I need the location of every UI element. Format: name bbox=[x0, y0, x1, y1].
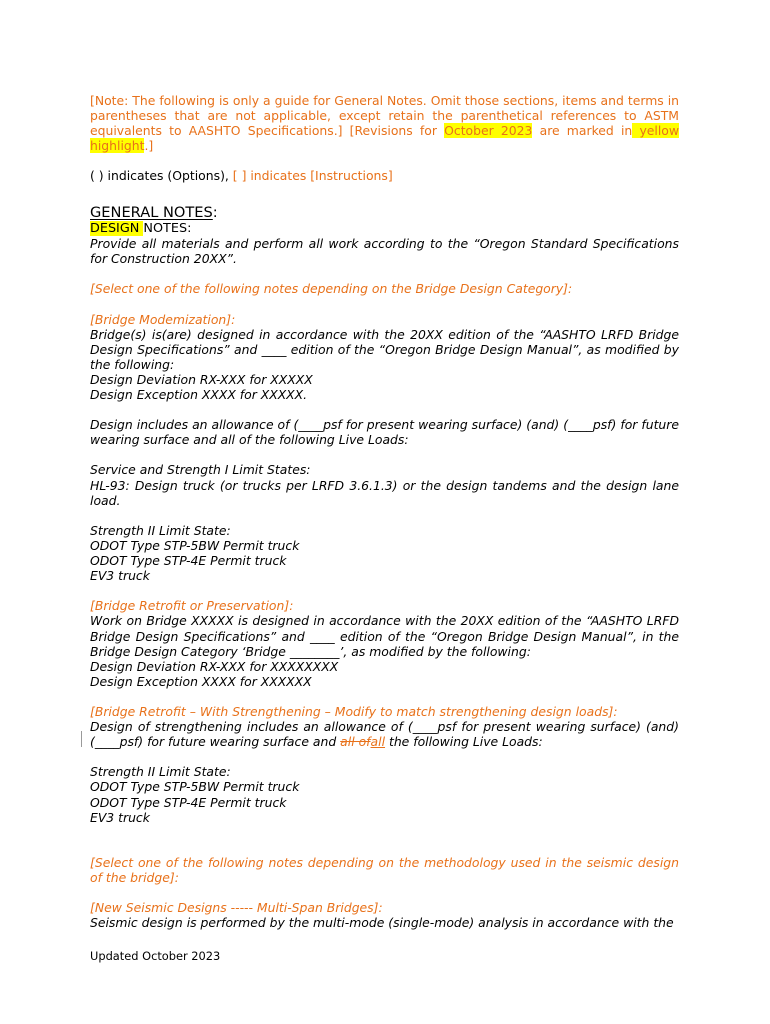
design-notes-label: NOTES: bbox=[143, 220, 192, 236]
service-limit-title: Service and Strength I Limit States: bbox=[90, 462, 311, 478]
note-text-2: are marked in bbox=[532, 123, 633, 139]
seismic-instruction: [Select one of the following notes depending on the methodology used in the seismic design of the bridge]: bbox=[90, 854, 679, 885]
legend-instructions: [ ] indicates [Instructions] bbox=[232, 168, 393, 184]
retrofit-deviation: Design Deviation RX-XXX for XXXXXXXX bbox=[90, 658, 339, 674]
seismic-text: Seismic design is performed by the multi-mode (single-mode) analysis in accordance with the bbox=[90, 915, 674, 931]
permit-truck-2: ODOT Type STP-4E Permit truck bbox=[90, 553, 287, 569]
revision-change-bar bbox=[81, 731, 82, 747]
ev3-truck: EV3 truck bbox=[90, 568, 150, 584]
modernization-text: Bridge(s) is(are) designed in accordance with the 20XX edition of the “AASHTO LRFD Bridge Design Specifications” and ____ edition of the “Oregon Bridge Design Manual”, as modified by the following: bbox=[90, 326, 679, 372]
strengthening-text bbox=[90, 719, 679, 749]
permit-truck-1: ODOT Type STP-5BW Permit truck bbox=[90, 537, 300, 553]
design-intro: Provide all materials and perform all work according to the “Oregon Standard Specifications for Construction 20XX”. bbox=[90, 236, 679, 267]
retrofit-text: Work on Bridge XXXXX is designed in accordance with the 20XX edition of the “AASHTO LRFD Bridge Design Specifications” and ____ edition of the “Oregon Bridge Design Manual”, in the Bridge Design Category ‘Bridge ________’, as modified by the following: bbox=[90, 613, 679, 659]
seismic-title: [New Seismic Designs ----- Multi-Span Bridges]: bbox=[90, 900, 383, 916]
modernization-deviation: Design Deviation RX-XXX for XXXXX bbox=[90, 371, 313, 387]
note-text-3: .] bbox=[144, 138, 154, 154]
general-notes-heading bbox=[90, 204, 679, 221]
design-category-instruction: [Select one of the following notes depending on the Bridge Design Category]: bbox=[90, 281, 573, 297]
modernization-allowance: Design includes an allowance of (____psf for present wearing surface) (and) (____psf) for future wearing surface and all of the following Live Loads: bbox=[90, 417, 679, 448]
design-notes-heading bbox=[90, 221, 679, 236]
strengthening-text-1: Design of strengthening includes an allowance of (____psf for present wearing surface) (and) (____psf) for future wearing surface and bbox=[90, 719, 679, 750]
guide-note bbox=[90, 93, 679, 153]
legend-line bbox=[90, 168, 679, 183]
strengthening-strength2-title: Strength II Limit State: bbox=[90, 764, 231, 780]
retrofit-title: [Bridge Retrofit or Preservation]: bbox=[90, 598, 294, 614]
strengthening-ev3-truck: EV3 truck bbox=[90, 809, 150, 825]
strengthening-truck-2: ODOT Type STP-4E Permit truck bbox=[90, 794, 287, 810]
strengthening-truck-1: ODOT Type STP-5BW Permit truck bbox=[90, 779, 300, 795]
deleted-text: all of bbox=[340, 734, 371, 750]
page-content bbox=[90, 93, 679, 930]
highlight-revision-date: October 2023 bbox=[444, 123, 533, 139]
modernization-exception: Design Exception XXXX for XXXXX. bbox=[90, 387, 308, 402]
heading-colon: : bbox=[212, 203, 218, 221]
note-text: [Note: The following is only a guide for General Notes. Omit those sections, items and terms in parentheses that are not applicable, except retain the parenthetical references to ASTM equivalents to AASHTO Specifications.] [Revisions for bbox=[90, 93, 679, 139]
hl93-text: HL-93: Design truck (or trucks per LRFD 3.6.1.3) or the design tandems and the design lane load. bbox=[90, 477, 679, 508]
highlight-yellow-text: yellow highlight bbox=[90, 123, 679, 154]
design-label: DESIGN bbox=[90, 220, 144, 236]
general-notes-title: GENERAL NOTES bbox=[90, 203, 213, 221]
retrofit-exception: Design Exception XXXX for XXXXXX bbox=[90, 673, 312, 689]
strength2-title: Strength II Limit State: bbox=[90, 522, 231, 538]
legend-options: ( ) indicates (Options), bbox=[90, 168, 233, 184]
page-footer: Updated October 2023 bbox=[90, 949, 221, 963]
inserted-text: all bbox=[370, 734, 386, 750]
strengthening-title: [Bridge Retrofit – With Strengthening – Modify to match strengthening design loads]: bbox=[90, 703, 618, 719]
modernization-title: [Bridge Modemization]: bbox=[90, 311, 236, 327]
strengthening-text-2: the following Live Loads: bbox=[385, 734, 543, 750]
